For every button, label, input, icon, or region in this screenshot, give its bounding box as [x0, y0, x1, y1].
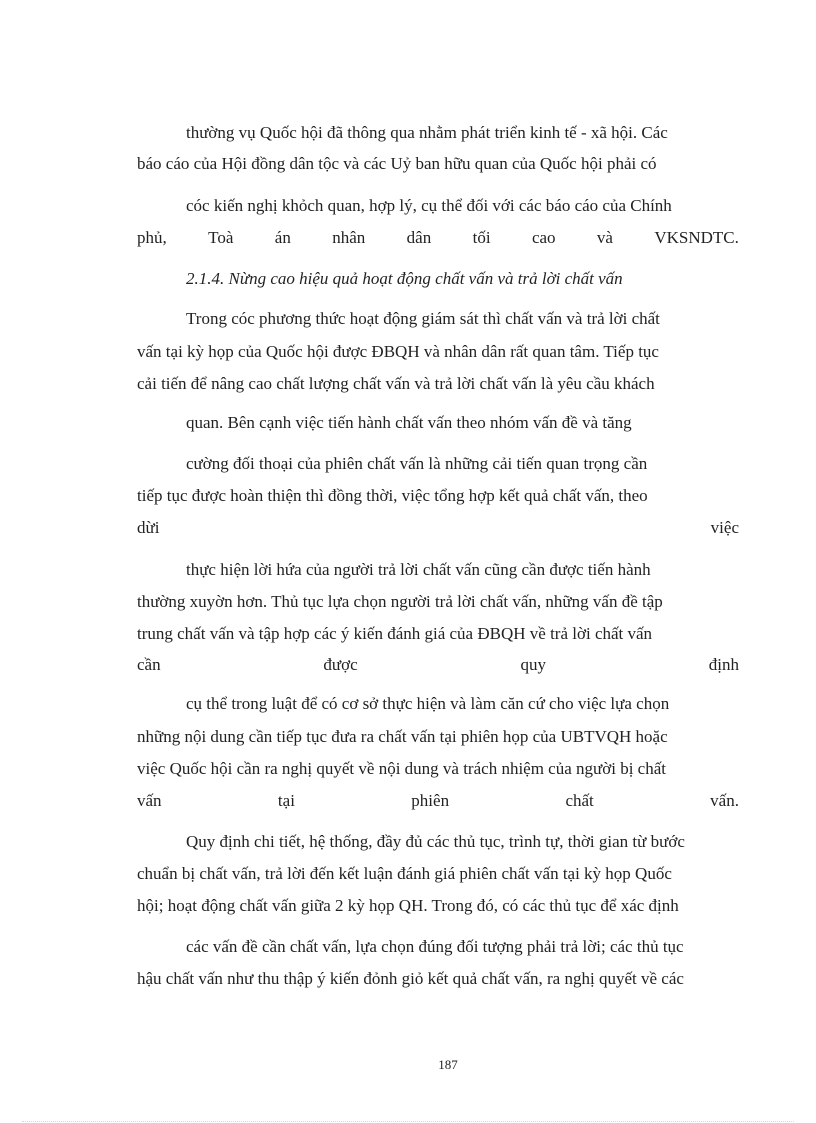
word: phiên: [411, 791, 450, 810]
word: và: [596, 228, 613, 247]
word: Toà: [208, 228, 234, 247]
word: tối: [472, 228, 491, 247]
text-line: Quy định chi tiết, hệ thống, đầy đủ các thủ tục, trình tự, thời gian từ bước: [186, 832, 685, 851]
word: chất: [565, 791, 594, 810]
text-line: [137, 652, 739, 678]
text-line: cường đối thoại của phiên chất vấn là những cải tiến quan trọng cần: [186, 454, 648, 473]
text-line: thực hiện lời hứa của người trả lời chất vấn cũng cần được tiến hành: [186, 560, 651, 579]
text-line: trung chất vấn và tập hợp các ý kiến đánh giá của ĐBQH về trả lời chất vấn: [137, 624, 653, 643]
page-number: 187: [438, 1057, 458, 1072]
text-line: thường vụ Quốc hội đã thông qua nhằm phát triển kinh tế - xã hội. Các: [186, 123, 668, 142]
text-line: [137, 225, 739, 251]
text-line: hậu chất vấn như thu thập ý kiến đỏnh giỏ kết quả chất vấn, ra nghị quyết về các: [137, 969, 684, 988]
text-line: thường xuyờn hơn. Thủ tục lựa chọn người trả lời chất vấn, những vấn đề tập: [137, 592, 663, 611]
word: tại: [277, 791, 295, 810]
word: nhân: [332, 228, 366, 247]
text-line: cải tiến để nâng cao chất lượng chất vấn và trả lời chất vấn là yêu cầu khách: [137, 374, 655, 393]
word: vấn: [137, 791, 162, 810]
word: cao: [531, 228, 556, 247]
text-line: cóc kiến nghị khỏch quan, hợp lý, cụ thể đối với các báo cáo của Chính: [186, 196, 672, 215]
word: án: [274, 228, 291, 247]
text-line: vấn tại kỳ họp của Quốc hội được ĐBQH và nhân dân rất quan tâm. Tiếp tục: [137, 342, 659, 361]
text-line: tiếp tục được hoàn thiện thì đồng thời, việc tổng hợp kết quả chất vấn, theo: [137, 486, 648, 505]
text-line: quan. Bên cạnh việc tiến hành chất vấn theo nhóm vấn đề và tăng: [186, 413, 632, 432]
text-line: báo cáo của Hội đồng dân tộc và các Uỷ ban hữu quan của Quốc hội phải có: [137, 154, 657, 173]
text-line: cụ thể trong luật để có cơ sở thực hiện và làm căn cứ cho việc lựa chọn: [186, 694, 670, 713]
text-line: chuẩn bị chất vấn, trả lời đến kết luận đánh giá phiên chất vấn tại kỳ họp Quốc: [137, 864, 672, 883]
word: được: [323, 655, 358, 674]
word: VKSNDTC.: [654, 228, 739, 247]
word: dừi: [137, 518, 160, 537]
text-line: [137, 788, 739, 814]
word: cần: [137, 655, 161, 674]
page-bottom-divider: [22, 1121, 794, 1122]
word: vấn.: [710, 791, 739, 810]
section-heading: 2.1.4. Nừng cao hiệu quả hoạt động chất vấn và trả lời chất vấn: [186, 269, 623, 288]
word: định: [708, 655, 739, 674]
text-line: những nội dung cần tiếp tục đưa ra chất vấn tại phiên họp của UBTVQH hoặc: [137, 727, 668, 746]
text-line: hội; hoạt động chất vấn giữa 2 kỳ họp QH. Trong đó, có các thủ tục để xác định: [137, 896, 679, 915]
text-line: Trong cóc phương thức hoạt động giám sát thì chất vấn và trả lời chất: [186, 309, 660, 328]
text-line: [137, 515, 739, 541]
word: quy: [520, 655, 546, 674]
word: dân: [406, 228, 432, 247]
word: việc: [710, 518, 739, 537]
word: phủ,: [137, 228, 167, 247]
text-line: các vấn đề cần chất vấn, lựa chọn đúng đối tượng phải trả lời; các thủ tục: [186, 937, 684, 956]
text-line: việc Quốc hội cần ra nghị quyết về nội dung và trách nhiệm của người bị chất: [137, 759, 666, 778]
